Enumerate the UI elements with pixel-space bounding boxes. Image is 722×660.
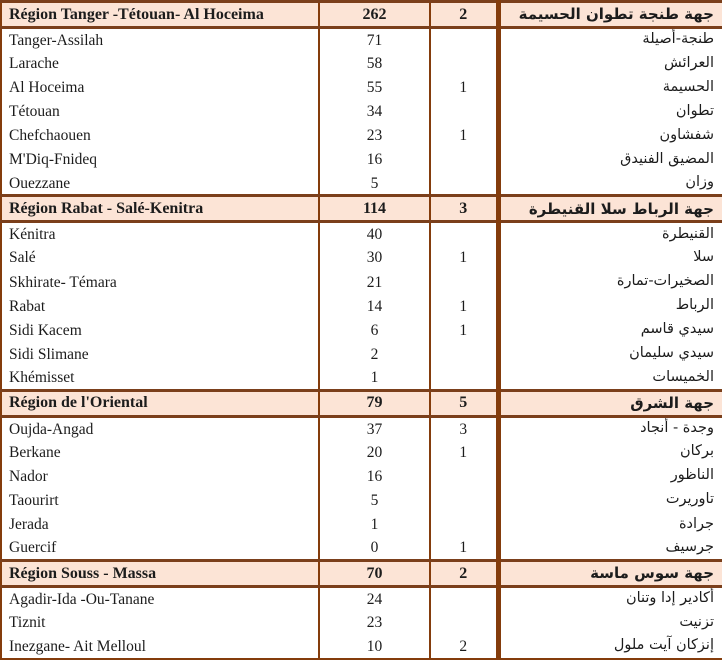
city-name-fr: Khémisset bbox=[1, 366, 319, 390]
city-name-ar: جرسيف bbox=[665, 538, 714, 555]
city-count-primary: 1 bbox=[319, 366, 430, 390]
city-name-fr: Taourirt bbox=[1, 488, 319, 512]
city-name-fr: Oujda-Angad bbox=[1, 416, 319, 440]
city-name-ar: إنزكان آيت ملول bbox=[613, 637, 714, 654]
city-row bbox=[1, 440, 722, 464]
city-name-ar: وزان bbox=[685, 174, 714, 191]
city-count-secondary bbox=[430, 52, 498, 76]
city-count-secondary bbox=[430, 512, 498, 536]
city-name-fr: Tétouan bbox=[1, 100, 319, 124]
city-name-ar: الناظور bbox=[670, 467, 714, 484]
city-name-fr: Ouezzane bbox=[1, 172, 319, 196]
city-row bbox=[1, 172, 722, 196]
region-row bbox=[1, 561, 722, 587]
city-count-secondary: 1 bbox=[430, 246, 498, 270]
region-name-ar: جهة طنجة تطوان الحسيمة bbox=[498, 2, 722, 28]
city-name-ar: أكادير إدا وتنان bbox=[625, 590, 714, 607]
city-name-ar: جرادة bbox=[678, 515, 714, 532]
region-name-fr: Région Rabat - Salé-Kenitra bbox=[1, 196, 319, 222]
city-name-ar: تطوان bbox=[675, 102, 714, 119]
city-name-ar: الرباط bbox=[675, 297, 714, 314]
city-row bbox=[1, 148, 722, 172]
city-row bbox=[1, 28, 722, 52]
city-row bbox=[1, 246, 722, 270]
city-row bbox=[1, 587, 722, 611]
city-row bbox=[1, 464, 722, 488]
region-count-secondary: 3 bbox=[430, 196, 498, 222]
city-row bbox=[1, 294, 722, 318]
region-row bbox=[1, 196, 722, 222]
city-name-fr: Rabat bbox=[1, 294, 319, 318]
region-name-fr: Région Souss - Massa bbox=[1, 561, 319, 587]
city-count-secondary: 1 bbox=[430, 318, 498, 342]
city-count-primary: 16 bbox=[319, 148, 430, 172]
city-name-fr: Guercif bbox=[1, 537, 319, 561]
city-count-secondary: 1 bbox=[430, 440, 498, 464]
region-name-ar: جهة الرباط سلا القنيطرة bbox=[498, 196, 722, 222]
city-name-ar: سيدي سليمان bbox=[629, 345, 714, 362]
city-count-primary: 5 bbox=[319, 172, 430, 196]
city-count-secondary bbox=[430, 611, 498, 635]
city-name-fr: Jerada bbox=[1, 512, 319, 536]
region-name-ar: جهة الشرق bbox=[498, 390, 722, 416]
city-count-primary: 23 bbox=[319, 124, 430, 148]
city-count-primary: 24 bbox=[319, 587, 430, 611]
city-row bbox=[1, 270, 722, 294]
region-count-primary: 262 bbox=[319, 2, 430, 28]
city-count-secondary bbox=[430, 172, 498, 196]
city-count-primary: 37 bbox=[319, 416, 430, 440]
city-count-primary: 20 bbox=[319, 440, 430, 464]
city-count-secondary bbox=[430, 464, 498, 488]
city-row bbox=[1, 124, 722, 148]
city-name-ar: طنجة-أصيلة bbox=[642, 31, 714, 48]
region-name-fr: Région Tanger -Tétouan- Al Hoceima bbox=[1, 2, 319, 28]
city-count-secondary: 1 bbox=[430, 294, 498, 318]
city-name-fr: Larache bbox=[1, 52, 319, 76]
region-count-secondary: 2 bbox=[430, 2, 498, 28]
city-row bbox=[1, 366, 722, 390]
city-row bbox=[1, 537, 722, 561]
city-count-primary: 1 bbox=[319, 512, 430, 536]
city-count-secondary bbox=[430, 222, 498, 246]
city-row bbox=[1, 611, 722, 635]
city-name-ar: الخميسات bbox=[652, 368, 714, 385]
city-row bbox=[1, 318, 722, 342]
city-count-primary: 10 bbox=[319, 635, 430, 659]
city-count-secondary: 1 bbox=[430, 537, 498, 561]
city-row bbox=[1, 512, 722, 536]
region-count-secondary: 5 bbox=[430, 390, 498, 416]
city-name-fr: Tiznit bbox=[1, 611, 319, 635]
region-name-ar: جهة سوس ماسة bbox=[498, 561, 722, 587]
city-row bbox=[1, 76, 722, 100]
city-count-secondary bbox=[430, 488, 498, 512]
city-count-primary: 58 bbox=[319, 52, 430, 76]
city-count-primary: 55 bbox=[319, 76, 430, 100]
city-count-secondary bbox=[430, 100, 498, 124]
city-count-primary: 5 bbox=[319, 488, 430, 512]
city-count-secondary bbox=[430, 270, 498, 294]
city-name-ar: الصخيرات-تمارة bbox=[616, 273, 714, 290]
city-count-secondary bbox=[430, 28, 498, 52]
region-count-primary: 79 bbox=[319, 390, 430, 416]
city-name-ar: بركان bbox=[679, 443, 714, 460]
city-count-primary: 0 bbox=[319, 537, 430, 561]
city-name-fr: Skhirate- Témara bbox=[1, 270, 319, 294]
city-name-fr: Berkane bbox=[1, 440, 319, 464]
city-name-ar: سيدي قاسم bbox=[640, 321, 714, 338]
city-count-primary: 30 bbox=[319, 246, 430, 270]
city-count-secondary: 1 bbox=[430, 76, 498, 100]
city-count-primary: 23 bbox=[319, 611, 430, 635]
city-name-ar: شفشاون bbox=[659, 126, 714, 143]
city-name-fr: Agadir-Ida -Ou-Tanane bbox=[1, 587, 319, 611]
city-name-ar: العرائش bbox=[664, 54, 714, 71]
city-count-primary: 2 bbox=[319, 342, 430, 366]
city-row bbox=[1, 488, 722, 512]
city-count-primary: 16 bbox=[319, 464, 430, 488]
city-row bbox=[1, 416, 722, 440]
city-name-fr: M'Diq-Fnideq bbox=[1, 148, 319, 172]
city-name-ar: الحسيمة bbox=[662, 78, 714, 95]
region-count-primary: 114 bbox=[319, 196, 430, 222]
city-row bbox=[1, 635, 722, 659]
city-count-secondary bbox=[430, 342, 498, 366]
region-count-primary: 70 bbox=[319, 561, 430, 587]
city-count-secondary: 1 bbox=[430, 124, 498, 148]
city-name-fr: Al Hoceima bbox=[1, 76, 319, 100]
city-name-ar: تزنيت bbox=[679, 613, 714, 630]
city-count-secondary bbox=[430, 587, 498, 611]
region-name-fr: Région de l'Oriental bbox=[1, 390, 319, 416]
city-count-secondary bbox=[430, 366, 498, 390]
city-count-secondary: 2 bbox=[430, 635, 498, 659]
city-row bbox=[1, 342, 722, 366]
city-name-fr: Sidi Slimane bbox=[1, 342, 319, 366]
city-count-primary: 71 bbox=[319, 28, 430, 52]
region-row bbox=[1, 2, 722, 28]
city-row bbox=[1, 100, 722, 124]
city-name-ar: تاوريرت bbox=[665, 491, 714, 508]
city-count-primary: 40 bbox=[319, 222, 430, 246]
city-count-primary: 34 bbox=[319, 100, 430, 124]
city-name-fr: Nador bbox=[1, 464, 319, 488]
city-name-fr: Kénitra bbox=[1, 222, 319, 246]
city-row bbox=[1, 222, 722, 246]
city-name-ar: القنيطرة bbox=[661, 225, 714, 242]
city-count-primary: 21 bbox=[319, 270, 430, 294]
city-name-fr: Salé bbox=[1, 246, 319, 270]
city-row bbox=[1, 52, 722, 76]
city-name-fr: Sidi Kacem bbox=[1, 318, 319, 342]
region-row bbox=[1, 390, 722, 416]
city-name-fr: Chefchaouen bbox=[1, 124, 319, 148]
city-name-fr: Inezgane- Ait Melloul bbox=[1, 635, 319, 659]
city-name-ar: المضيق الفنيدق bbox=[620, 150, 714, 167]
city-name-ar: وجدة - أنجاد bbox=[640, 420, 714, 437]
region-count-secondary: 2 bbox=[430, 561, 498, 587]
city-count-primary: 6 bbox=[319, 318, 430, 342]
city-count-secondary: 3 bbox=[430, 416, 498, 440]
city-name-ar: سلا bbox=[693, 249, 714, 266]
city-count-secondary bbox=[430, 148, 498, 172]
city-count-primary: 14 bbox=[319, 294, 430, 318]
city-name-fr: Tanger-Assilah bbox=[1, 28, 319, 52]
